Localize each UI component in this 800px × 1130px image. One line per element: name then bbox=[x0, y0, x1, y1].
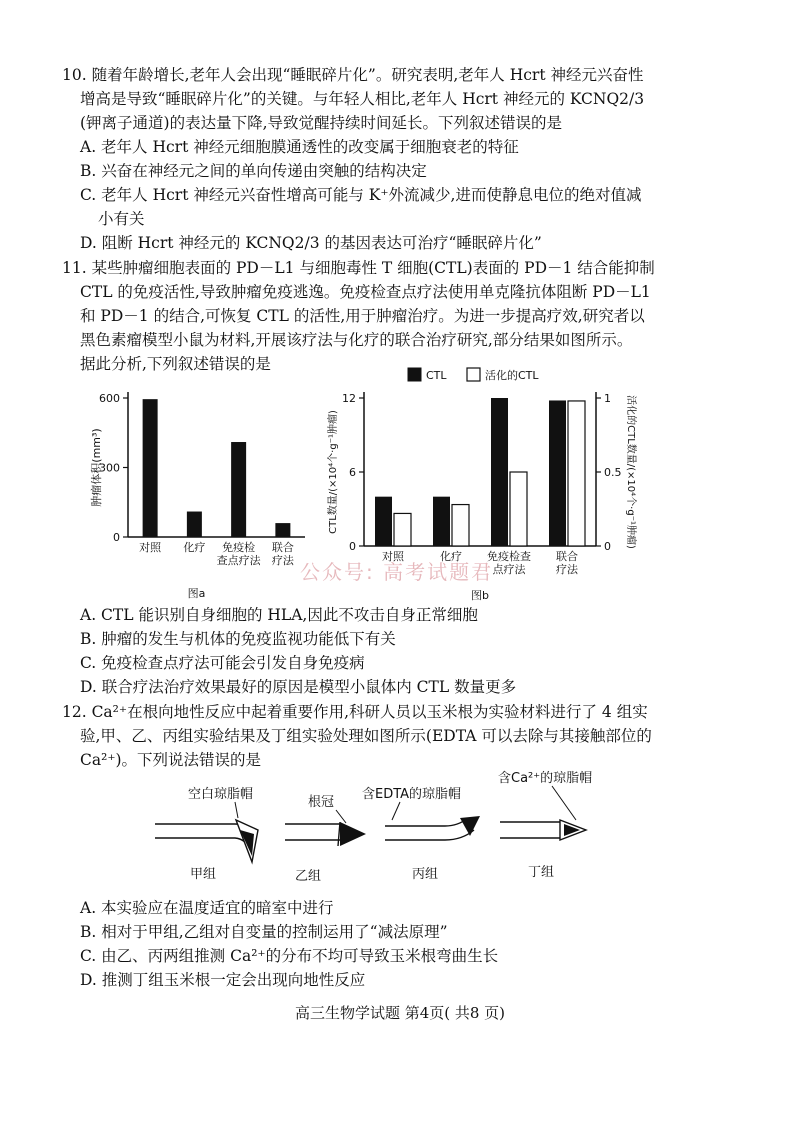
chart-b-title: 图b bbox=[471, 589, 489, 602]
group-label-yi: 乙组 bbox=[295, 869, 322, 884]
y-tick-label-right: 1 bbox=[604, 392, 611, 405]
root-group-yi bbox=[285, 822, 366, 846]
category-label: 化疗 bbox=[183, 541, 206, 554]
q10-option-b: B. 兴奋在神经元之间的单向传递由突触的结构决定 bbox=[80, 162, 427, 180]
q11-option-a: A. CTL 能识别自身细胞的 HLA,因此不攻击自身正常细胞 bbox=[80, 606, 478, 624]
bar bbox=[187, 512, 202, 537]
y-tick-label: 0 bbox=[113, 531, 120, 544]
q11-line: CTL 的免疫活性,导致肿瘤免疫逃逸。免疫检查点疗法使用单克隆抗体阻断 PD－L1 bbox=[80, 283, 651, 301]
bar bbox=[275, 523, 290, 537]
legend-label-activated: 活化的CTL bbox=[485, 369, 539, 382]
label-edta-agar-cap: 含EDTA的琼脂帽 bbox=[362, 787, 462, 802]
bar-ctl bbox=[433, 497, 450, 546]
y-tick-label-left: 6 bbox=[349, 466, 356, 479]
label-blank-agar-cap: 空白琼脂帽 bbox=[188, 787, 254, 802]
bar-ctl bbox=[549, 400, 566, 546]
category-label: 免疫检 bbox=[222, 541, 256, 554]
q12-line: 验,甲、乙、丙组实验结果及丁组实验处理如图所示(EDTA 可以去除与其接触部位的 bbox=[80, 727, 652, 745]
category-label: 联合 bbox=[556, 550, 578, 563]
bar-activated-ctl bbox=[452, 505, 469, 546]
group-label-bing: 丙组 bbox=[412, 867, 439, 882]
legend-swatch-ctl bbox=[408, 368, 421, 381]
root-group-ding bbox=[500, 820, 586, 840]
category-label: 对照 bbox=[139, 541, 162, 554]
q12-option-b: B. 相对于甲组,乙组对自变量的控制运用了“减法原理” bbox=[80, 923, 448, 941]
root-group-bing bbox=[385, 816, 480, 840]
y-tick-label: 600 bbox=[99, 392, 120, 405]
label-root-cap: 根冠 bbox=[308, 795, 335, 810]
y-axis-label-left: CTL数量/(×10⁴个·g⁻¹肿瘤) bbox=[328, 410, 339, 534]
q11-line: 黑色素瘤模型小鼠为材料,开展该疗法与化疗的联合治疗研究,部分结果如图所示。 bbox=[80, 331, 633, 349]
q12-option-d: D. 推测丁组玉米根一定会出现向地性反应 bbox=[80, 971, 366, 989]
bar bbox=[231, 442, 246, 537]
bar bbox=[143, 399, 158, 537]
q11-option-b: B. 肿瘤的发生与机体的免疫监视功能低下有关 bbox=[80, 630, 396, 648]
q10-option-d: D. 阻断 Hcrt 神经元的 KCNQ2/3 的基因表达可治疗“睡眠碎片化” bbox=[80, 234, 542, 252]
q10-option-c-cont: 小有关 bbox=[98, 210, 145, 228]
bar-activated-ctl bbox=[394, 513, 411, 546]
y-tick-label: 300 bbox=[99, 461, 120, 475]
y-tick-label-left: 12 bbox=[342, 392, 356, 405]
group-label-jia: 甲组 bbox=[190, 867, 217, 882]
q10-option-a: A. 老年人 Hcrt 神经元细胞膜通透性的改变属于细胞衰老的特征 bbox=[80, 138, 519, 156]
label-ca-agar-cap: 含Ca²⁺的琼脂帽 bbox=[498, 771, 593, 786]
chart-a-title: 图a bbox=[187, 587, 206, 600]
q12-option-c: C. 由乙、丙两组推测 Ca²⁺的分布不均可导致玉米根弯曲生长 bbox=[80, 947, 499, 965]
q10-line: 10. 随着年龄增长,老年人会出现“睡眠碎片化”。研究表明,老年人 Hcrt 神经元兴奋性 bbox=[62, 66, 644, 84]
legend-label-ctl: CTL bbox=[426, 369, 447, 382]
category-label: 点疗法 bbox=[492, 563, 526, 576]
q11-line: 和 PD－1 的结合,可恢复 CTL 的活性,用于肿瘤治疗。为进一步提高疗效,研究者以 bbox=[80, 307, 645, 325]
q11-line: 11. 某些肿瘤细胞表面的 PD－L1 与细胞毒性 T 细胞(CTL)表面的 PD－1 结合能抑制 bbox=[62, 259, 655, 277]
category-label: 查点疗法 bbox=[216, 554, 261, 567]
q12-line: 12. Ca²⁺在根向地性反应中起着重要作用,科研人员以玉米根为实验材料进行了 4 组实 bbox=[62, 703, 648, 721]
watermark: 公众号: 高考试题君 bbox=[300, 560, 494, 584]
bar-activated-ctl bbox=[568, 401, 585, 546]
category-label: 联合 bbox=[271, 541, 294, 554]
y-axis-label-right: 活化的CTL数量/(×10⁴个·g⁻¹肿瘤) bbox=[625, 395, 636, 549]
bar-activated-ctl bbox=[510, 472, 527, 546]
category-label: 疗法 bbox=[271, 554, 294, 567]
page-footer: 高三生物学试题 第4页( 共8 页) bbox=[294, 1004, 506, 1022]
q10-line: (钾离子通道)的表达量下降,导致觉醒持续时间延长。下列叙述错误的是 bbox=[80, 114, 563, 132]
q11-option-c: C. 免疫检查点疗法可能会引发自身免疫病 bbox=[80, 654, 365, 672]
q12-option-a: A. 本实验应在温度适宜的暗室中进行 bbox=[80, 899, 334, 917]
q10-line: 增高是导致“睡眠碎片化”的关键。与年轻人相比,老年人 Hcrt 神经元的 KCNQ2/3 bbox=[80, 90, 645, 108]
category-label: 疗法 bbox=[556, 563, 578, 576]
bar-ctl bbox=[491, 398, 508, 546]
y-tick-label-right: 0.5 bbox=[604, 466, 622, 479]
root-group-jia bbox=[155, 820, 258, 862]
q11-option-d: D. 联合疗法治疗效果最好的原因是模型小鼠体内 CTL 数量更多 bbox=[80, 678, 517, 696]
root-experiment-figure bbox=[140, 768, 660, 888]
category-label: 免疫检查 bbox=[487, 550, 531, 563]
legend-swatch-activated bbox=[467, 368, 480, 381]
q11-line: 据此分析,下列叙述错误的是 bbox=[80, 355, 271, 373]
q12-line: Ca²⁺)。下列说法错误的是 bbox=[80, 751, 262, 769]
bar-ctl bbox=[375, 497, 392, 546]
group-label-ding: 丁组 bbox=[528, 865, 555, 880]
y-axis-label: 肿瘤体积(mm³) bbox=[90, 428, 103, 507]
y-tick-label-right: 0 bbox=[604, 540, 611, 553]
category-label: 化疗 bbox=[440, 550, 462, 563]
category-label: 对照 bbox=[382, 550, 404, 563]
y-tick-label-left: 0 bbox=[349, 540, 356, 553]
chart-a bbox=[80, 380, 320, 605]
q10-option-c: C. 老年人 Hcrt 神经元兴奋性增高可能与 K⁺外流减少,进而使静息电位的绝对值减 bbox=[80, 186, 642, 204]
